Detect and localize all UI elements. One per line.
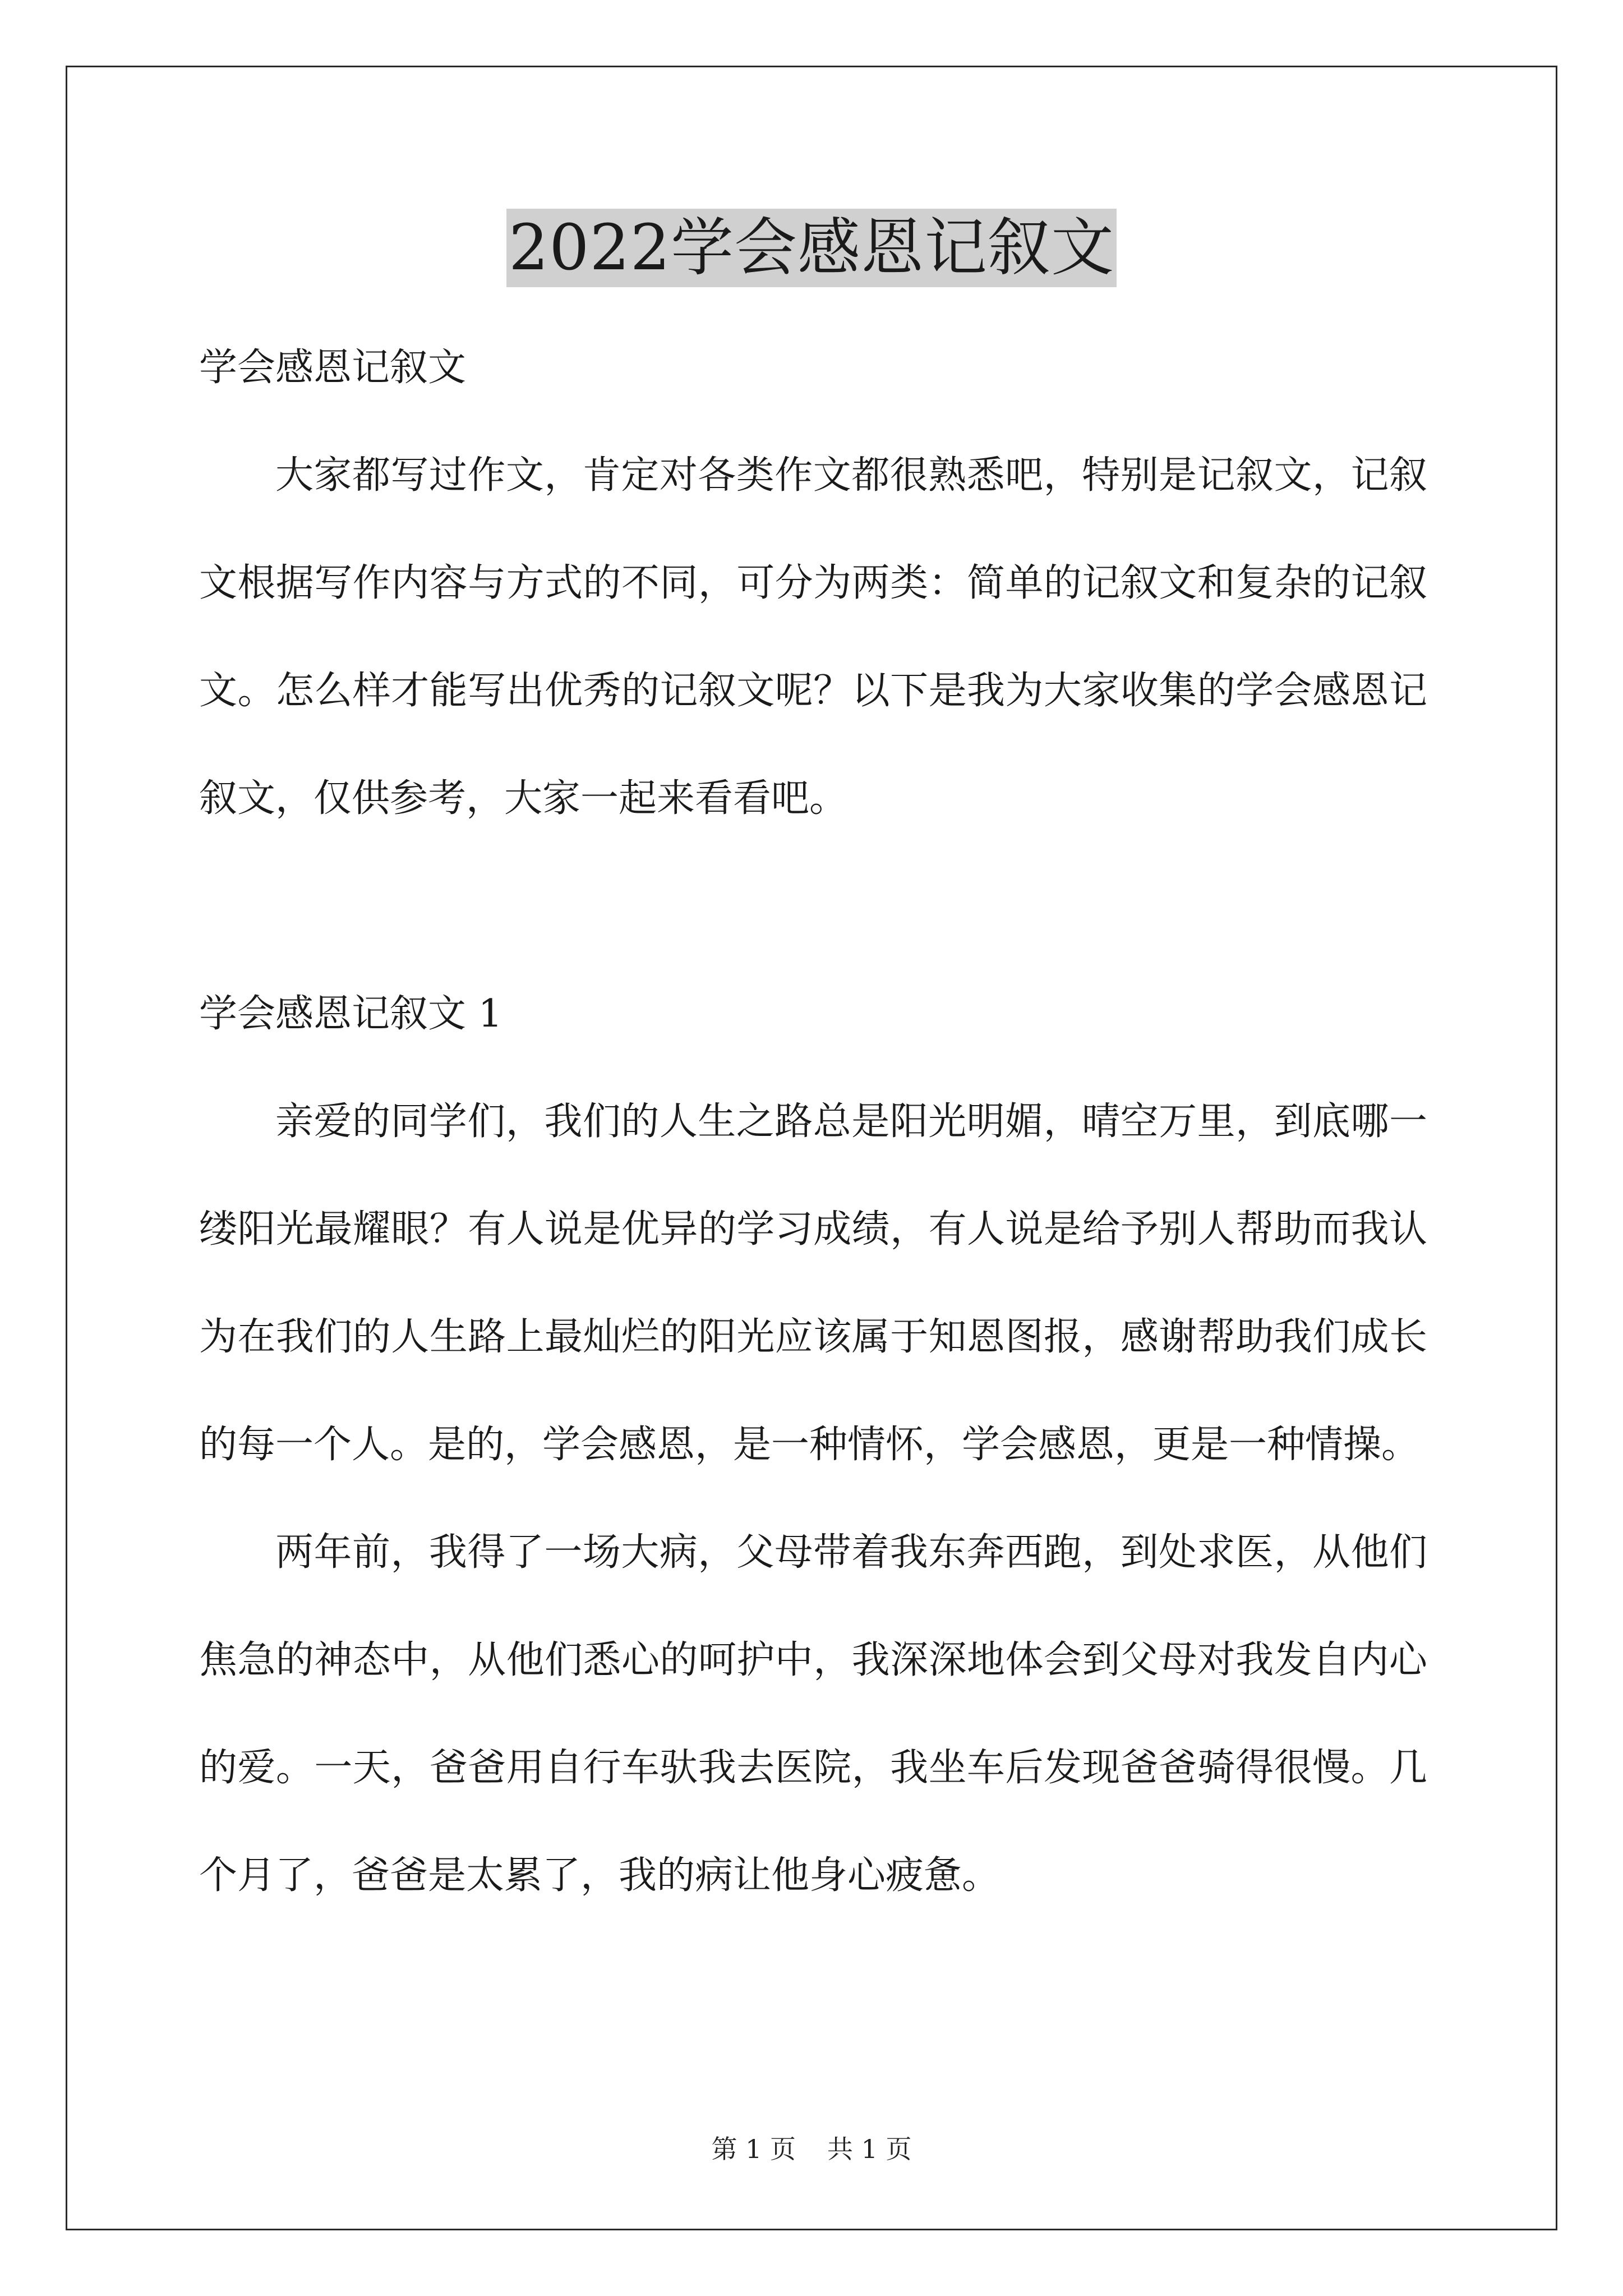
document-subtitle: 学会感恩记叙文 [199, 346, 467, 390]
page-number: 第 1 页 [711, 2134, 796, 2164]
section-spacer [199, 853, 1427, 960]
section-heading: 学会感恩记叙文 1 [199, 992, 502, 1036]
intro-paragraph: 大家都写过作文，肯定对各类作文都很熟悉吧，特别是记叙文，记叙文根据写作内容与方式的不同，可分为两类：简单的记叙文和复杂的记叙文。怎么样才能写出优秀的记叙文呢？以下是我为大家收集的学会感恩记叙文，仅供参考，大家一起来看看吧。 [199, 453, 1427, 821]
document-title [0, 209, 1623, 287]
document-title-text: 2022学会感恩记叙文 [506, 209, 1117, 287]
body-paragraph-2: 两年前，我得了一场大病，父母带着我东奔西跑，到处求医，从他们焦急的神态中，从他们悉心的呵护中，我深深地体会到父母对我发自内心的爱。一天，爸爸用自行车驮我去医院，我坐车后发现爸爸骑得很慢。几个月了，爸爸是太累了，我的病让他身心疲惫。 [199, 1530, 1427, 1898]
body-paragraph-1: 亲爱的同学们，我们的人生之路总是阳光明媚，晴空万里，到底哪一缕阳光最耀眼？有人说是优异的学习成绩，有人说是给予别人帮助而我认为在我们的人生路上最灿烂的阳光应该属于知恩图报，感谢帮助我们成长的每一个人。是的，学会感恩，是一种情怀，学会感恩，更是一种情操。 [199, 1099, 1427, 1467]
page-footer [0, 2129, 1623, 2166]
document-body [199, 314, 1427, 1930]
page-count: 共 1 页 [827, 2134, 912, 2164]
